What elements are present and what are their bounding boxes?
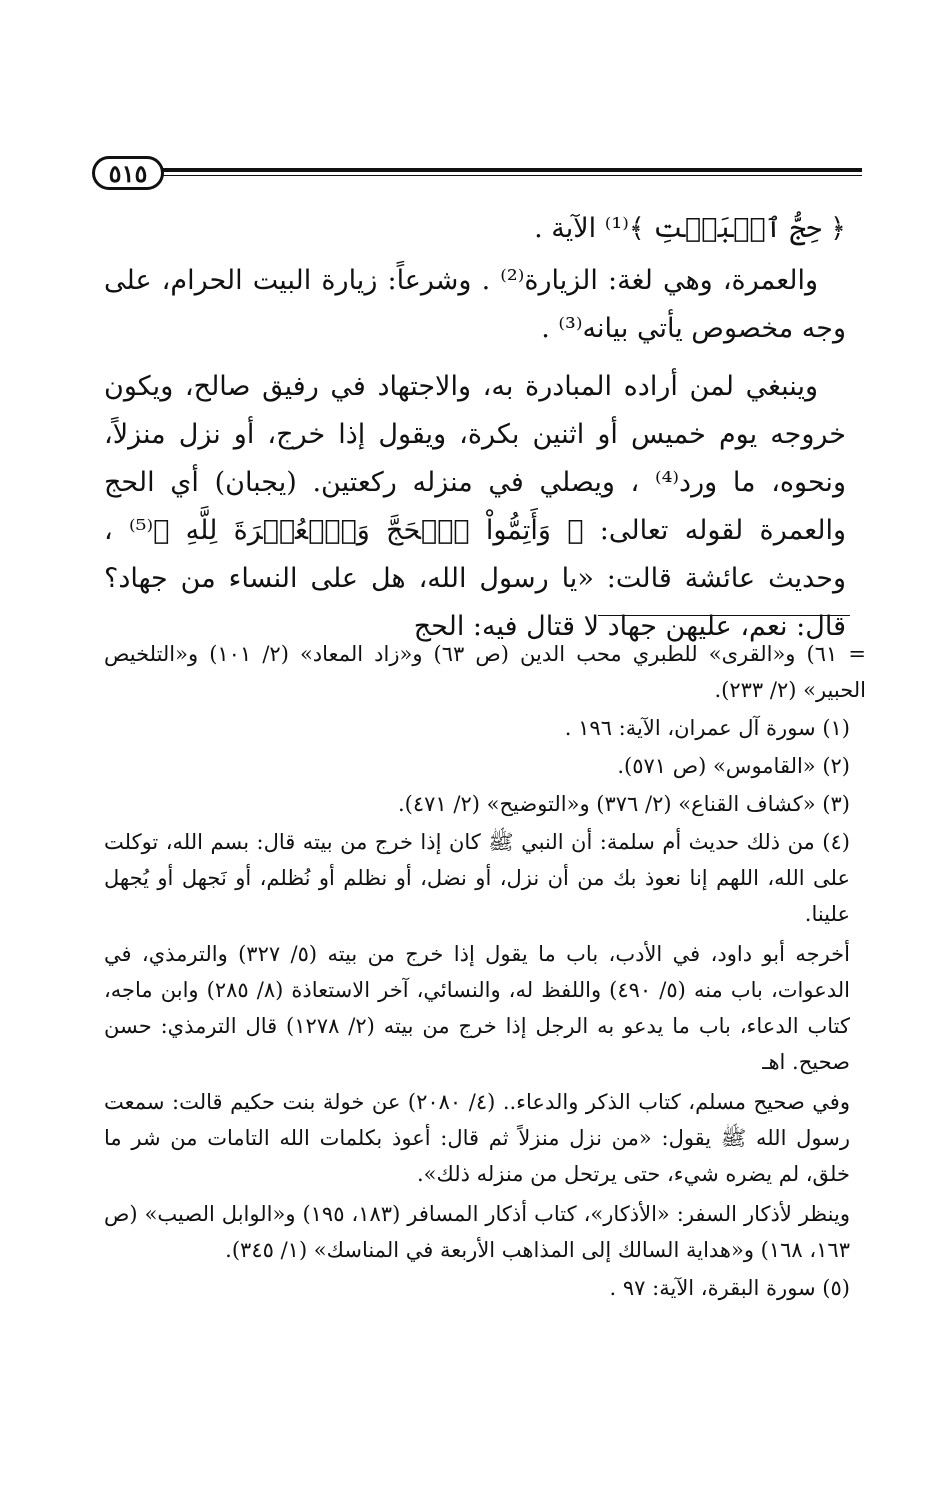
- main-text: [104, 205, 846, 651]
- paragraph-umrah-definition: والعمرة، وهي لغة: الزيارة⁽²⁾ . وشرعاً: زيارة البيت الحرام، على وجه مخصوص يأتي بيانه⁽³⁾ .: [104, 265, 846, 344]
- header-rule-thick: [162, 168, 862, 172]
- footnotes: [104, 636, 866, 1306]
- footnote-5: (٥) سورة البقرة، الآية: ٩٧ .: [609, 1276, 850, 1300]
- footnote-4: (٤) من ذلك حديث أم سلمة: أن النبي ﷺ كان إذا خرج من بيته قال: بسم الله، توكلت على الله، اللهم إنا نعوذ بك من أن نزل، أو نضل، أو نظلم أو نُظلم، أو نَجهل أو يُجهل علينا.: [104, 830, 850, 926]
- page-number-badge: [92, 156, 164, 190]
- verse-line: ﴿ حِجُّ ٱلۡبَيۡتِ ﴾⁽¹⁾ الآية .: [534, 213, 846, 244]
- footnote-4-sources: أخرجه أبو داود، في الأدب، باب ما يقول إذا خرج من بيته (٥/ ٣٢٧) والترمذي، في الدعوات، باب منه (٥/ ٤٩٠) واللفظ له، والنسائي، آخر الاستعاذة (٨/ ٢٨٥) وابن ماجه، كتاب الدعاء، باب ما يدعو به الرجل إذا خرج من بيته (٢/ ١٢٧٨) قال الترمذي: حسن صحيح. اهـ: [104, 942, 850, 1074]
- page-number: ٥١٥: [108, 158, 148, 188]
- page-header: [92, 152, 862, 196]
- header-rule-thin: [162, 175, 862, 176]
- footnote-4-muslim: وفي صحيح مسلم، كتاب الذكر والدعاء.. (٤/ ٢٠٨٠) عن خولة بنت حكيم قالت: سمعت رسول الله ﷺ يقول: «من نزل منزلاً ثم قال: أعوذ بكلمات الله التامات من شر ما خلق، لم يضره شيء، حتى يرتحل من منزله ذلك».: [104, 1090, 850, 1186]
- footnote-3: (٣) «كشاف القناع» (٢/ ٣٧٦) و«التوضيح» (٢/ ٤٧١).: [398, 792, 850, 816]
- footnote-continuation: = ٦١) و«القرى» للطبري محب الدين (ص ٦٣) و«زاد المعاد» (٢/ ١٠١) و«التلخيص الحبير» (٢/ ٢٣٣).: [104, 642, 866, 702]
- footnote-separator: [598, 615, 850, 616]
- paragraph-travel-etiquette: وينبغي لمن أراده المبادرة به، والاجتهاد في رفيق صالح، ويكون خروجه يوم خميس أو اثنين بكرة، ويقول إذا خرج، أو نزل منزلاً، ونحوه، ما ورد⁽⁴⁾ ، ويصلي في منزله ركعتين. (يجبان) أي الحج والعمرة لقوله تعالى: ﴿ وَأَتِمُّواْ ٱلۡحَجَّ وَٱلۡعُمۡرَةَ لِلَّهِ ﴾⁽⁵⁾ ، وحديث عائشة قالت: «يا رسول الله، هل على النساء من جهاد؟ قال: نعم، عليهن جهاد لا قتال فيه: الحج: [104, 371, 846, 642]
- footnote-1: (١) سورة آل عمران، الآية: ١٩٦ .: [564, 716, 850, 740]
- footnote-4-further-reading: وينظر لأذكار السفر: «الأذكار»، كتاب أذكار المسافر (١٨٣، ١٩٥) و«الوابل الصيب» (ص ١٦٣، ١٦٨) و«هداية السالك إلى المذاهب الأربعة في المناسك» (١/ ٣٤٥).: [104, 1202, 850, 1262]
- footnote-2: (٢) «القاموس» (ص ٥٧١).: [617, 754, 850, 778]
